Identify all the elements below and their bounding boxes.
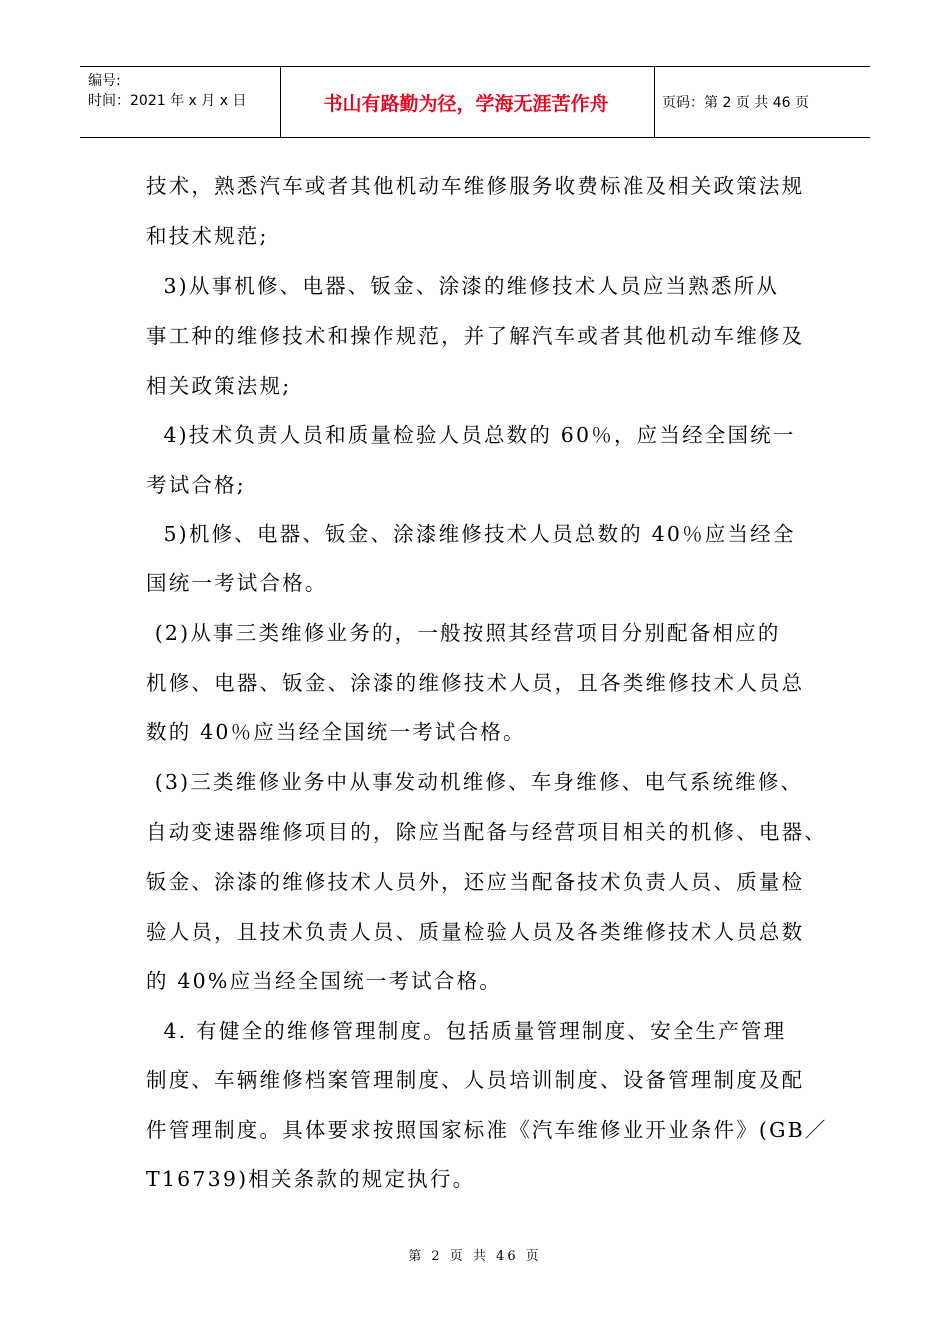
header-page-info: 页码：第 2 页 共 46 页 xyxy=(662,95,809,111)
text-line: 技术，熟悉汽车或者其他机动车维修服务收费标准及相关政策法规 xyxy=(146,174,805,198)
header-motto: 书山有路勤为径，学海无涯苦作舟 xyxy=(323,92,609,115)
text-line: 机修、电器、钣金、涂漆的维修技术人员，且各类维修技术人员总 xyxy=(146,671,805,695)
text-line: 钣金、涂漆的维修技术人员外，还应当配备技术负责人员、质量检 xyxy=(146,870,805,894)
document-number-label: 编号: xyxy=(88,73,121,89)
text-line: 5)机修、电器、钣金、涂漆维修技术人员总数的 40％应当经全 xyxy=(146,522,796,546)
text-line: 4. 有健全的维修管理制度。包括质量管理制度、安全生产管理 xyxy=(146,1019,787,1043)
text-line: 数的 40％应当经全国统一考试合格。 xyxy=(146,720,526,744)
text-line: 4)技术负责人员和质量检验人员总数的 60％，应当经全国统一 xyxy=(146,423,796,447)
text-line: (2)从事三类维修业务的，一般按照其经营项目分别配备相应的 xyxy=(146,621,781,645)
header-divider xyxy=(654,67,655,137)
page-header xyxy=(80,66,870,138)
document-time-label: 时间：2021 年 x 月 x 日 xyxy=(88,93,247,109)
text-line: (3)三类维修业务中从事发动机维修、车身维修、电气系统维修、 xyxy=(146,770,804,794)
text-line: 和技术规范; xyxy=(146,224,269,248)
header-meta xyxy=(88,71,278,111)
text-line: 制度、车辆维修档案管理制度、人员培训制度、设备管理制度及配 xyxy=(146,1068,805,1092)
page-footer: 第 2 页 共 46 页 xyxy=(408,1249,542,1264)
text-line: 验人员，且技术负责人员、质量检验人员及各类维修技术人员总数 xyxy=(146,920,805,944)
text-line: 事工种的维修技术和操作规范，并了解汽车或者其他机动车维修及 xyxy=(146,324,805,348)
text-line: 考试合格; xyxy=(146,473,246,497)
text-line: 国统一考试合格。 xyxy=(146,571,328,595)
text-line: 相关政策法规; xyxy=(146,374,292,398)
text-line: 的 40%应当经全国统一考试合格。 xyxy=(146,969,502,993)
text-line: T16739)相关条款的规定执行。 xyxy=(146,1167,476,1191)
text-line: 件管理制度。具体要求按照国家标准《汽车维修业开业条件》(GB／ xyxy=(146,1118,828,1142)
text-line: 3)从事机修、电器、钣金、涂漆的维修技术人员应当熟悉所从 xyxy=(146,274,780,298)
text-line: 自动变速器维修项目的，除应当配备与经营项目相关的机修、电器、 xyxy=(146,820,827,844)
